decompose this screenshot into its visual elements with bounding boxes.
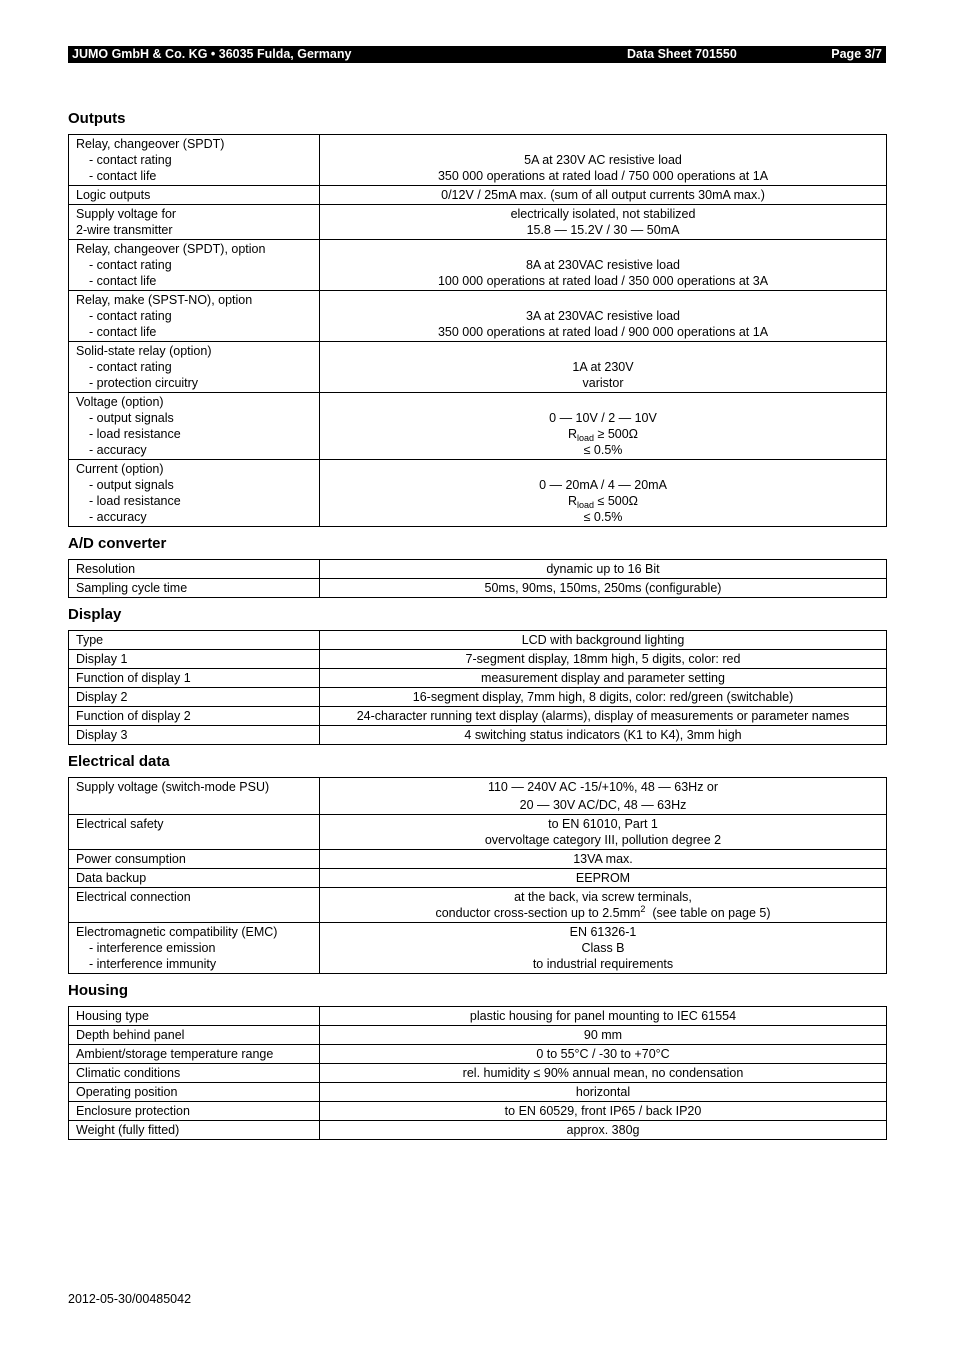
table-row [69, 579, 887, 598]
row-value: to EN 61010, Part 1 overvoltage category III, pollution degree 2 [320, 815, 887, 850]
row-label: Type [69, 631, 320, 650]
row-value: 7-segment display, 18mm high, 5 digits, color: red [320, 650, 887, 669]
table-row [69, 631, 887, 650]
section-title-electrical-data: Electrical data [68, 753, 170, 770]
row-value: 3A at 230VAC resistive load 350 000 operations at rated load / 900 000 operations at 1A [320, 291, 887, 342]
row-label: Sampling cycle time [69, 579, 320, 598]
row-value: approx. 380g [320, 1121, 887, 1140]
row-label: Electrical safety [69, 815, 320, 850]
row-label: Operating position [69, 1083, 320, 1102]
table-row [69, 726, 887, 745]
table-row [69, 815, 887, 850]
table-row [69, 1045, 887, 1064]
page-number: Page 3/7 [831, 47, 882, 61]
row-value: 0 — 20mA / 4 — 20mA $R_{load} \le 500\Omega$ ≤ 0.5% [320, 460, 887, 527]
row-value: 110 — 240V AC -15/+10%, 48 — 63Hz or 20 — 30V AC/DC, 48 — 63Hz [320, 778, 887, 815]
row-value: 50ms, 90ms, 150ms, 250ms (configurable) [320, 579, 887, 598]
table-row [69, 342, 887, 393]
table-row [69, 186, 887, 205]
row-value: EEPROM [320, 869, 887, 888]
row-label: Housing type [69, 1007, 320, 1026]
row-value: 90 mm [320, 1026, 887, 1045]
table-row [69, 888, 887, 923]
row-label: Voltage (option) - output signals - load resistance - accuracy [69, 393, 320, 460]
row-value: 0/12V / 25mA max. (sum of all output currents 30mA max.) [320, 186, 887, 205]
table-row [69, 393, 887, 460]
table-row [69, 560, 887, 579]
row-label: Ambient/storage temperature range [69, 1045, 320, 1064]
row-value: electrically isolated, not stabilized 15.8 — 15.2V / 30 — 50mA [320, 205, 887, 240]
ad-converter-table [68, 559, 887, 598]
table-row [69, 291, 887, 342]
row-label: Function of display 1 [69, 669, 320, 688]
table-row [69, 923, 887, 974]
row-label: Display 2 [69, 688, 320, 707]
row-value: 8A at 230VAC resistive load 100 000 operations at rated load / 350 000 operations at 3A [320, 240, 887, 291]
row-label: Data backup [69, 869, 320, 888]
row-value: 24-character running text display (alarms), display of measurements or parameter names [320, 707, 887, 726]
data-sheet-number: Data Sheet 701550 [627, 47, 737, 61]
row-label: Display 3 [69, 726, 320, 745]
row-value: plastic housing for panel mounting to IEC 61554 [320, 1007, 887, 1026]
row-label: Relay, make (SPST-NO), option - contact rating - contact life [69, 291, 320, 342]
electrical-data-table [68, 777, 887, 974]
table-row [69, 1026, 887, 1045]
company-name: JUMO GmbH & Co. KG • 36035 Fulda, Germany [72, 47, 352, 61]
row-value: at the back, via screw terminals, conductor cross-section up to $2.5mm^2$ (see table on page 5) [320, 888, 887, 923]
document-date-code: 2012-05-30/00485042 [68, 1292, 192, 1306]
row-label: Power consumption [69, 850, 320, 869]
section-title-ad-converter: A/D converter [68, 535, 167, 552]
table-row [69, 850, 887, 869]
row-label: Relay, changeover (SPDT) - contact rating - contact life [69, 135, 320, 186]
table-row [69, 869, 887, 888]
table-row [69, 135, 887, 186]
row-label: Supply voltage for 2-wire transmitter [69, 205, 320, 240]
housing-table [68, 1006, 887, 1140]
row-value: 0 to 55°C / -30 to +70°C [320, 1045, 887, 1064]
table-row [69, 240, 887, 291]
table-row [69, 205, 887, 240]
row-label: Logic outputs [69, 186, 320, 205]
row-label: Solid-state relay (option) - contact rating - protection circuitry [69, 342, 320, 393]
row-value: 16-segment display, 7mm high, 8 digits, color: red/green (switchable) [320, 688, 887, 707]
row-label: Enclosure protection [69, 1102, 320, 1121]
outputs-table [68, 134, 887, 527]
row-label: Display 1 [69, 650, 320, 669]
page-header [68, 46, 886, 63]
row-value: rel. humidity ≤ 90% annual mean, no condensation [320, 1064, 887, 1083]
row-label: Electromagnetic compatibility (EMC) - interference emission - interference immunity [69, 923, 320, 974]
table-row [69, 650, 887, 669]
row-value: LCD with background lighting [320, 631, 887, 650]
row-value: 4 switching status indicators (K1 to K4), 3mm high [320, 726, 887, 745]
table-row [69, 688, 887, 707]
row-label: Resolution [69, 560, 320, 579]
row-label: Electrical connection [69, 888, 320, 923]
row-value: 13VA max. [320, 850, 887, 869]
spec-content [68, 108, 887, 1141]
row-value: dynamic up to 16 Bit [320, 560, 887, 579]
row-label: Depth behind panel [69, 1026, 320, 1045]
display-table [68, 630, 887, 745]
row-value: horizontal [320, 1083, 887, 1102]
row-label: Current (option) - output signals - load resistance - accuracy [69, 460, 320, 527]
row-value: 0 — 10V / 2 — 10V $R_{load} \ge 500\Omega$ ≤ 0.5% [320, 393, 887, 460]
row-label: Climatic conditions [69, 1064, 320, 1083]
row-label: Supply voltage (switch-mode PSU) [69, 778, 320, 815]
table-row [69, 1007, 887, 1026]
table-row [69, 1064, 887, 1083]
row-label: Relay, changeover (SPDT), option - contact rating - contact life [69, 240, 320, 291]
table-row [69, 778, 887, 815]
row-value: 1A at 230V varistor [320, 342, 887, 393]
table-row [69, 669, 887, 688]
section-title-housing: Housing [68, 982, 128, 999]
table-row [69, 460, 887, 527]
row-value: EN 61326-1 Class B to industrial requirements [320, 923, 887, 974]
row-value: 5A at 230V AC resistive load 350 000 operations at rated load / 750 000 operations at 1A [320, 135, 887, 186]
table-row [69, 1121, 887, 1140]
section-title-display: Display [68, 606, 122, 623]
row-label: Weight (fully fitted) [69, 1121, 320, 1140]
row-value: measurement display and parameter setting [320, 669, 887, 688]
table-row [69, 707, 887, 726]
section-title-outputs: Outputs [68, 110, 126, 127]
table-row [69, 1102, 887, 1121]
row-label: Function of display 2 [69, 707, 320, 726]
row-value: to EN 60529, front IP65 / back IP20 [320, 1102, 887, 1121]
table-row [69, 1083, 887, 1102]
